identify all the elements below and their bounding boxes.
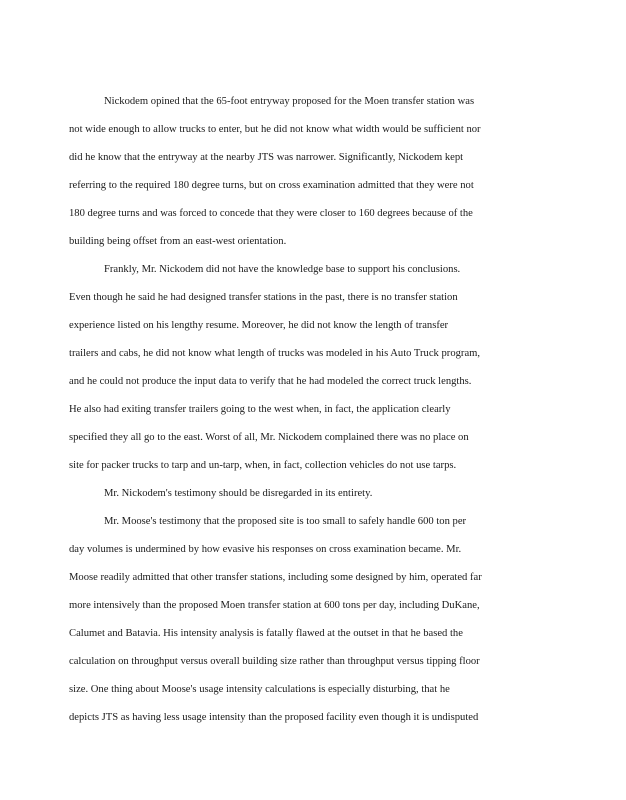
text-line: Nickodem opined that the 65-foot entryway proposed for the Moen transfer station was (104, 96, 475, 107)
text-line: size. One thing about Moose's usage intensity calculations is especially disturbing, that he (69, 684, 450, 695)
text-line: not wide enough to allow trucks to enter, but he did not know what width would be sufficient nor (69, 124, 481, 135)
text-line: depicts JTS as having less usage intensity than the proposed facility even though it is undisputed (69, 712, 479, 723)
text-line: referring to the required 180 degree turns, but on cross examination admitted that they were not (69, 180, 474, 191)
text-line: experience listed on his lengthy resume. Moreover, he did not know the length of transfer (69, 320, 449, 331)
text-line: specified they all go to the east. Worst of all, Mr. Nickodem complained there was no place on (69, 432, 469, 443)
text-line: more intensively than the proposed Moen transfer station at 600 tons per day, including DuKane, (69, 600, 480, 611)
text-line: building being offset from an east-west orientation. (69, 236, 287, 247)
text-line: trailers and cabs, he did not know what length of trucks was modeled in his Auto Truck program, (69, 348, 481, 359)
text-line: and he could not produce the input data to verify that he had modeled the correct truck lengths. (69, 376, 472, 387)
text-line: He also had exiting transfer trailers going to the west when, in fact, the application clearly (69, 404, 451, 415)
text-line: Moose readily admitted that other transfer stations, including some designed by him, operated far (69, 572, 482, 583)
text-line: did he know that the entryway at the nearby JTS was narrower. Significantly, Nickodem kept (69, 152, 464, 163)
text-line: Mr. Nickodem's testimony should be disregarded in its entirety. (104, 488, 373, 499)
text-line: Calumet and Batavia. His intensity analysis is fatally flawed at the outset in that he based the (69, 628, 463, 639)
text-line: Frankly, Mr. Nickodem did not have the knowledge base to support his conclusions. (104, 264, 461, 275)
text-line: day volumes is undermined by how evasive his responses on cross examination became. Mr. (69, 544, 462, 555)
text-line: Even though he said he had designed transfer stations in the past, there is no transfer station (69, 292, 458, 303)
text-line: 180 degree turns and was forced to concede that they were closer to 160 degrees because of the (69, 208, 473, 219)
text-line: calculation on throughput versus overall building size rather than throughput versus tipping floor (69, 656, 480, 667)
text-line: Mr. Moose's testimony that the proposed site is too small to safely handle 600 ton per (104, 516, 467, 527)
text-line: site for packer trucks to tarp and un-tarp, when, in fact, collection vehicles do not use tarps. (69, 460, 457, 471)
